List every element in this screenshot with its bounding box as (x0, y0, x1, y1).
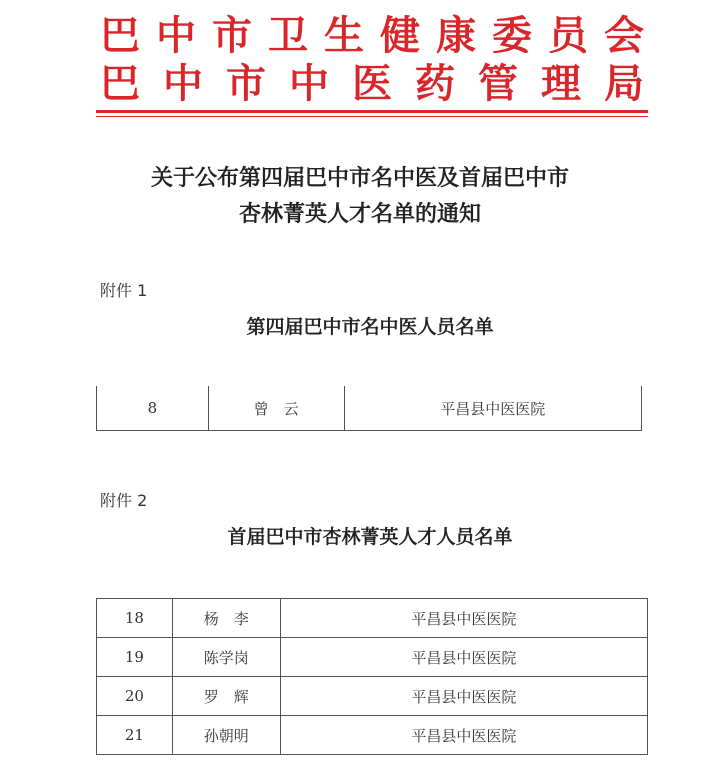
row-number: 18 (97, 599, 173, 638)
person-name: 陈学岗 (172, 638, 280, 677)
notice-title (60, 160, 660, 232)
org-name-health-commission-char: 中 (156, 13, 196, 59)
attachment-1-table (96, 386, 642, 431)
table-row (97, 716, 648, 755)
attachment-1-title: 第四届巴中市名中医人员名单 (246, 316, 494, 338)
work-unit: 平昌县中医医院 (280, 677, 647, 716)
org-name-health-commission-char: 卫 (268, 13, 308, 59)
org-name-tcm-bureau-char: 中 (289, 61, 329, 107)
row-number: 8 (97, 386, 209, 431)
org-name-health-commission-char: 巴 (100, 13, 140, 59)
org-name-health-commission-char: 会 (604, 13, 644, 59)
attachment-2-table (96, 598, 648, 755)
org-name-tcm-bureau (96, 60, 648, 108)
org-name-tcm-bureau-char: 理 (541, 61, 581, 107)
org-name-health-commission-char: 健 (380, 13, 420, 59)
notice-title-line-1: 关于公布第四届巴中市名中医及首届巴中市 (150, 165, 569, 191)
row-number: 19 (97, 638, 173, 677)
org-name-tcm-bureau-char: 医 (352, 61, 392, 107)
person-name: 罗 辉 (172, 677, 280, 716)
org-name-health-commission-char: 委 (492, 13, 532, 59)
table-row (97, 386, 642, 431)
attachment-2-title: 首届巴中市杏林菁英人才人员名单 (227, 526, 513, 548)
letterhead-rule-thin (96, 116, 648, 117)
row-number: 21 (97, 716, 173, 755)
notice-title-line-2: 杏林菁英人才名单的通知 (238, 201, 481, 227)
work-unit: 平昌县中医医院 (280, 599, 647, 638)
org-name-tcm-bureau-char: 中 (163, 61, 203, 107)
org-name-health-commission-char: 市 (212, 13, 252, 59)
person-name: 孙朝明 (172, 716, 280, 755)
attachment-2-label: 附件 2 (100, 491, 148, 510)
person-name: 曾 云 (208, 386, 344, 431)
table-row (97, 638, 648, 677)
org-name-health-commission-char: 员 (548, 13, 588, 59)
letterhead-rule-thick (96, 110, 648, 113)
person-name: 杨 李 (172, 599, 280, 638)
table-row (97, 677, 648, 716)
work-unit: 平昌县中医医院 (344, 386, 641, 431)
org-name-tcm-bureau-char: 管 (478, 61, 518, 107)
org-name-tcm-bureau-char: 巴 (100, 61, 140, 107)
work-unit: 平昌县中医医院 (280, 716, 647, 755)
attachment-1-label: 附件 1 (100, 281, 148, 300)
org-name-health-commission-char: 康 (436, 13, 476, 59)
org-name-tcm-bureau-char: 局 (604, 61, 644, 107)
row-number: 20 (97, 677, 173, 716)
work-unit: 平昌县中医医院 (280, 638, 647, 677)
org-name-health-commission-char: 生 (324, 13, 364, 59)
table-row (97, 599, 648, 638)
org-name-health-commission (96, 12, 648, 60)
letterhead (96, 12, 648, 108)
org-name-tcm-bureau-char: 药 (415, 61, 455, 107)
org-name-tcm-bureau-char: 市 (226, 61, 266, 107)
